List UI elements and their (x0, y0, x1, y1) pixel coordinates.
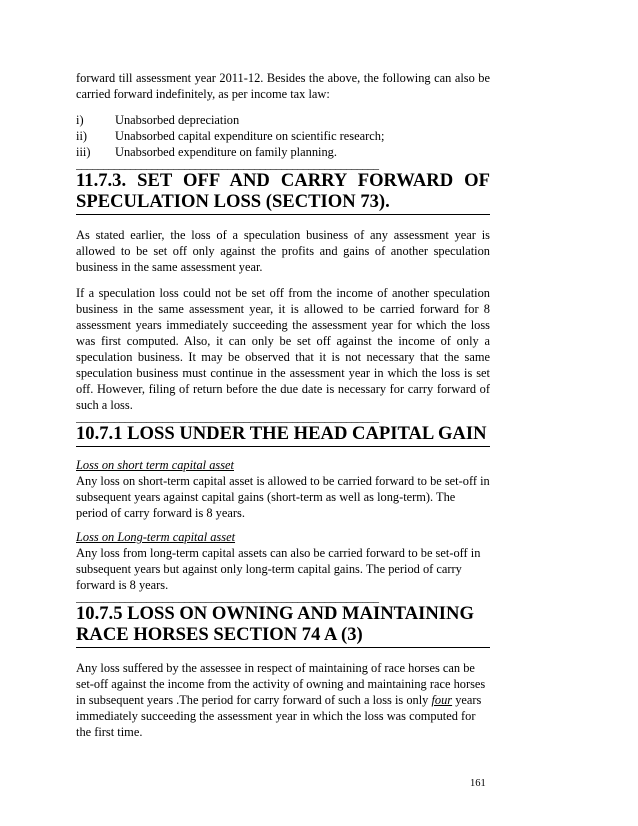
intro-paragraph: forward till assessment year 2011-12. Besides the above, the following can also be carried forward indefinitely, as per income tax law: (76, 71, 490, 101)
race-horses-text-end: years immediately succeeding the assessment year in which the loss was computed for the first time. (76, 693, 482, 739)
race-horses-paragraph (76, 660, 490, 740)
section-heading-race-horses: 10.7.5 LOSS ON OWNING AND MAINTAINING RACE HORSES SECTION 74 A (3) (76, 603, 490, 648)
list-item-text: Unabsorbed depreciation (115, 113, 240, 127)
list-item (76, 144, 490, 160)
list-item-number: ii) (76, 129, 88, 143)
short-term-paragraph: Any loss on short-term capital asset is allowed to be carried forward to be set-off in subsequent years against capital gains (short-term as well as long-term). The period of carry forward is 8 years. (76, 474, 490, 520)
page-number: 161 (470, 778, 486, 789)
long-term-paragraph: Any loss from long-term capital assets can also be carried forward to be set-off in subsequent years but against only long-term capital gains. The period of carry forward is 8 years. (76, 546, 481, 592)
underscore-rule: ________________________________________________________ (76, 413, 379, 423)
race-horses-text-start: Any loss suffered by the assessee in respect of maintaining of race horses can be set-off against the income from the activity of owning and maintaining race horses in subsequent years .The period for carry forward of such a loss is only (76, 661, 486, 707)
list-item-number: iii) (76, 145, 91, 159)
section-heading-capital-gain: 10.7.1 LOSS UNDER THE HEAD CAPITAL GAIN (76, 423, 490, 447)
speculation-paragraph-1: As stated earlier, the loss of a speculation business of any assessment year is allowed to be set off only against the profits and gains of another speculation business in the same assessment year. (76, 228, 490, 274)
list-item-number: i) (76, 113, 84, 127)
list-item (76, 128, 490, 144)
list-item-text: Unabsorbed capital expenditure on scientific research; (115, 129, 385, 143)
list-item (76, 112, 490, 128)
section-heading-speculation: 11.7.3. SET OFF AND CARRY FORWARD OF SPECULATION LOSS (SECTION 73). (76, 170, 490, 215)
short-term-subheading: Loss on short term capital asset (76, 458, 234, 472)
underscore-rule: ________________________________________________________ (76, 593, 379, 603)
list-item-text: Unabsorbed expenditure on family planning. (115, 145, 337, 159)
document-page (76, 70, 490, 740)
race-horses-emphasis: four (431, 693, 453, 707)
carry-forward-list (76, 112, 490, 160)
long-term-subheading: Loss on Long-term capital asset (76, 530, 236, 544)
underscore-rule: ________________________________________________________ (76, 160, 379, 170)
speculation-paragraph-2: If a speculation loss could not be set off from the income of another speculation business in the same assessment year, it is allowed to be carried forward for 8 assessment years immediately succeeding the assessment year for which the loss was first computed. Also, it can only be set off against the income of only a speculation business. It may be observed that it is not necessary that the same speculation business must continue in the assessment year in which the loss is set off. However, filing of return before the due date is necessary for carry forward of such a loss. (76, 286, 490, 412)
